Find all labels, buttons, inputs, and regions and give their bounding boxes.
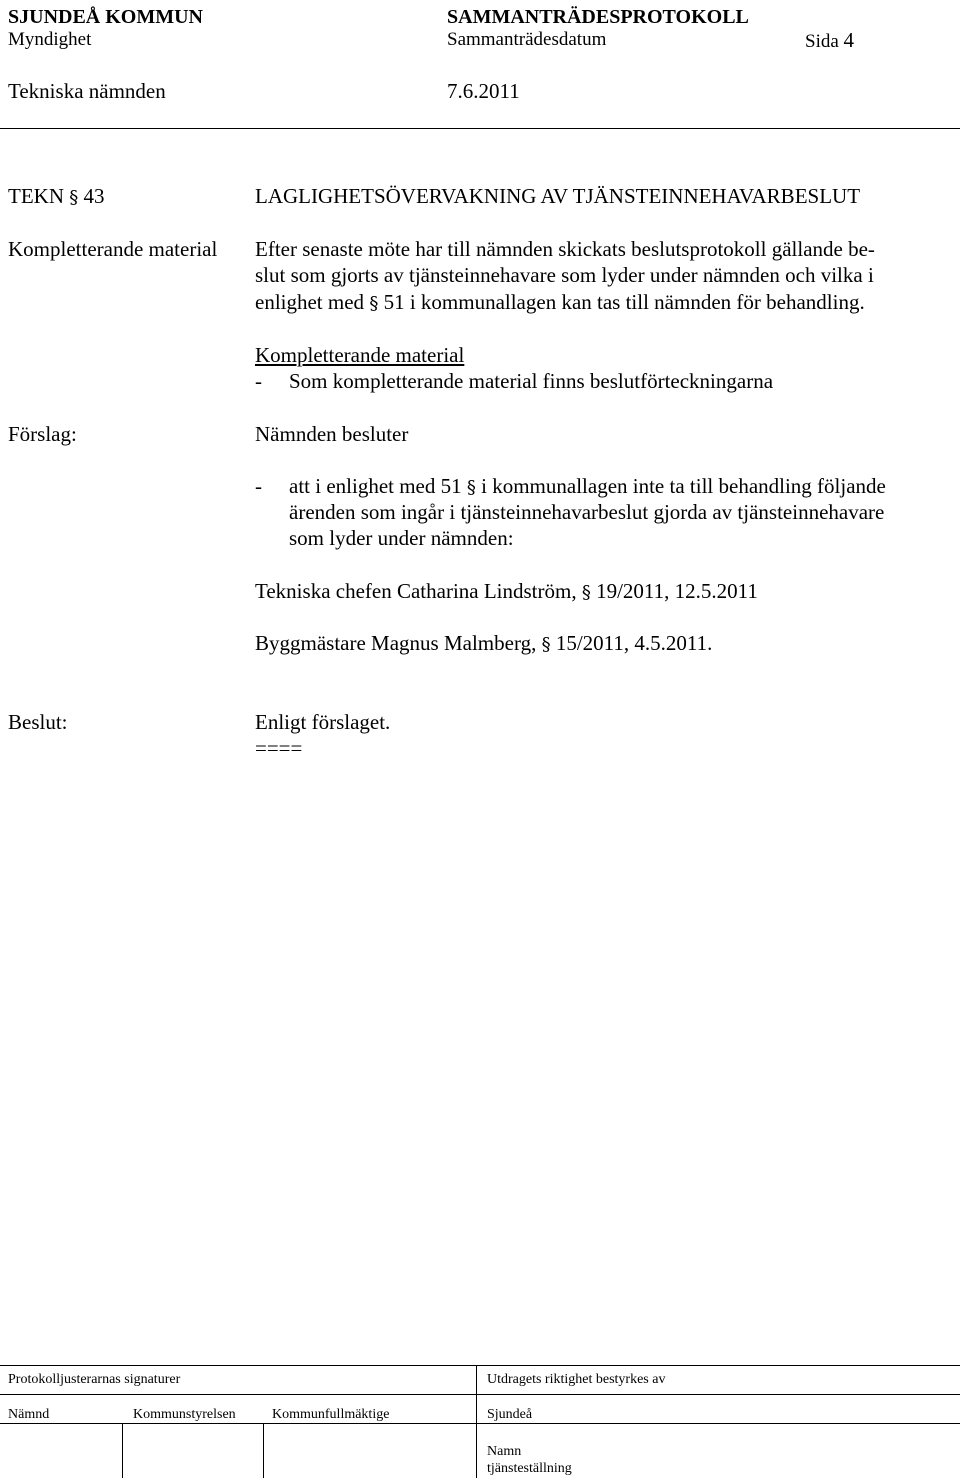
decision-line-1 (289, 473, 886, 501)
section-title: LAGLIGHETSÖVERVAKNING AV TJÄNSTEINNEHAVARBESLUT (255, 184, 861, 208)
decision-line-2: ärenden som ingår i tjänsteinnehavarbeslut gjorda av tjänsteinnehavare (289, 500, 885, 524)
page-number: 4 (843, 28, 855, 52)
list-item-person: Byggmästare Magnus Malmberg, (255, 631, 537, 655)
list-item-ref: 15/2011, 4.5.2011. (555, 631, 713, 655)
decision-text: Enligt förslaget. (255, 710, 391, 734)
document-type: SAMMANTRÄDESPROTOKOLL (447, 6, 749, 28)
section-symbol: § (69, 187, 79, 208)
decision-line-3: som lyder under nämnden: (289, 526, 514, 550)
page-indicator (805, 28, 854, 54)
board-decides: Nämnden besluter (255, 422, 409, 446)
footer-signature-line (0, 1423, 960, 1424)
section-number: 43 (83, 184, 105, 208)
section-code (8, 183, 105, 211)
page-label: Sida (805, 31, 839, 52)
footer-mid-line (0, 1394, 960, 1395)
certification-position-label: tjänsteställning (487, 1461, 572, 1476)
decision-line-1-end: i kommunallagen inte ta till behandling följande (481, 474, 886, 498)
municipality-name: SJUNDEÅ KOMMUN (8, 6, 203, 28)
footer-column-divider (263, 1423, 264, 1478)
end-mark: ==== (255, 736, 303, 760)
signature-col-kommunstyrelsen: Kommunstyrelsen (133, 1407, 236, 1422)
intro-line-3-start: enlighet med (255, 290, 365, 314)
authority-name: Tekniska nämnden (8, 79, 166, 103)
supplementary-heading: Kompletterande material (255, 343, 465, 367)
section-symbol: § (466, 477, 476, 498)
certification-place: Sjundeå (487, 1407, 533, 1422)
footer-top-line (0, 1365, 960, 1366)
footer-column-divider (476, 1366, 477, 1478)
footer-column-divider (122, 1423, 123, 1478)
authority-label: Myndighet (8, 29, 92, 50)
section-code-text: TEKN (8, 184, 64, 208)
decision-label: Beslut: (8, 710, 68, 734)
decision-line-1-start: att i enlighet med 51 (289, 474, 462, 498)
list-item-ref: 19/2011, 12.5.2011 (596, 579, 758, 603)
list-item-person: Tekniska chefen Catharina Lindström, (255, 579, 577, 603)
section-symbol: § (581, 582, 591, 603)
section-symbol: § (541, 634, 551, 655)
intro-line-3 (255, 289, 865, 317)
certification-name-label: Namn (487, 1444, 522, 1459)
intro-line-2: slut som gjorts av tjänsteinnehavare som lyder under nämnden och vilka i (255, 263, 874, 287)
supplementary-dash: - (255, 369, 262, 393)
intro-line-1: Efter senaste möte har till nämnden skickats beslutsprotokoll gällande be- (255, 237, 875, 261)
list-item (255, 578, 758, 606)
list-item (255, 630, 712, 658)
section-symbol: § (369, 293, 379, 314)
extract-label: Utdragets riktighet bestyrkes av (487, 1372, 666, 1387)
left-label-supplementary: Kompletterande material (8, 237, 218, 261)
intro-line-3-end: 51 i kommunallagen kan tas till nämnden för behandling. (383, 290, 865, 314)
signatures-label: Protokolljusterarnas signaturer (8, 1372, 181, 1387)
header-divider (0, 128, 960, 129)
meeting-date: 7.6.2011 (447, 79, 520, 103)
decision-dash: - (255, 474, 262, 498)
meeting-date-label: Sammanträdesdatum (447, 29, 607, 50)
proposal-label: Förslag: (8, 422, 77, 446)
signature-col-kommunfullmaktige: Kommunfullmäktige (272, 1407, 390, 1422)
signature-col-namnd: Nämnd (8, 1407, 50, 1422)
supplementary-item: Som kompletterande material finns beslutförteckningarna (289, 369, 774, 393)
